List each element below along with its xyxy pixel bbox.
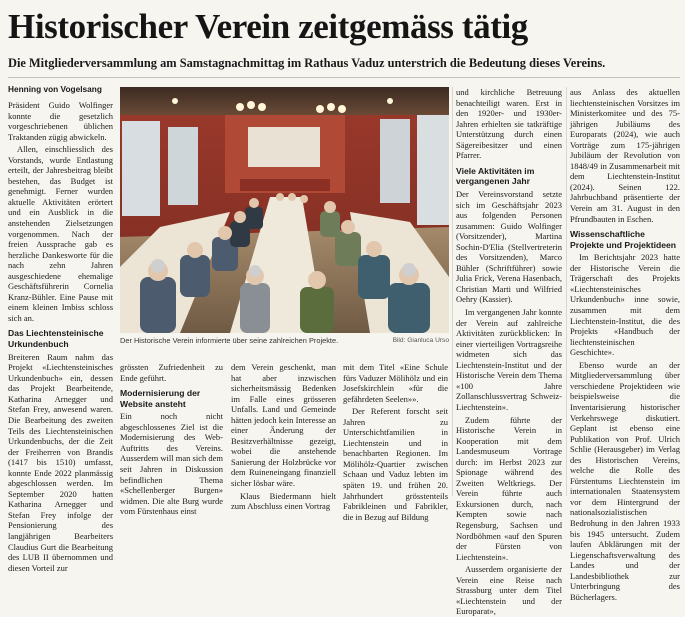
paragraph: Breiteren Raum nahm das Projekt «Liechtensteinisches Urkundenbuch» ein, dessen das Projekt Bearbeitende, Katharina Arnegger und Stefan Frey, anwesend waren. Die Bearbeitung des zweiten Teils des Liechtensteinischen Urkundenbuchs, der die Zeit der Freiherren von Brandis (1417 bis 1510) umfasst, konnte Ende 2022 planmässig abgeschlossen werden. Im September 2020 hatten Katharina Arnegger und Stefan Frey infolge der Pensionierung des langjährigen Bearbeiters Claudius Gurt die Bearbeitung des LUB II übernommen und diesen Vorteil zur: [8, 351, 113, 573]
paragraph: Ein noch nicht abgeschlossenes Ziel ist die Modernisierung des Web-Auftritts des Vereins. Ausserdem will man sich dem seit Jahren in Diskussion befindlichen Thema «Schellenberger Burgen» widmen. Die alte Burg wurde vom Fürstenhaus einst: [120, 411, 223, 517]
column-divider: [566, 87, 567, 496]
text-column-2: [120, 362, 223, 517]
section-heading: Das Liechtensteinische Urkundenbuch: [8, 328, 104, 350]
paragraph: Der Vereinsvorstand setzte sich im Geschäftsjahr 2023 aus folgenden Personen zusammen: Guido Wolfinger (Vorsitzender), Martina Sochin-D'Elia (Stellvertreterin des Vorsitzenden), Marco Bühler (Schriftführer) sowie Julia Frick, Verena Hasenbach, Christian Marti und Wilfried Oehry (Kassier).: [456, 189, 562, 305]
text-column-6: [570, 87, 680, 602]
photo-credit: Bild: Gianluca Urso: [392, 337, 449, 344]
meeting-hall-photo: [120, 87, 449, 333]
paragraph: grössten Zufriedenheit zu Ende geführt.: [120, 362, 223, 383]
text-column-4: [343, 362, 448, 522]
subheadline: Die Mitgliederversammlung am Samstagnachmittag im Rathaus Vaduz unterstrich die Bedeutung dieses Vereins.: [8, 56, 606, 70]
caption-text: Der Historische Verein informierte über seine zahlreichen Projekte.: [120, 336, 339, 345]
section-heading: Viele Aktivitäten im vergangenen Jahr: [456, 165, 535, 187]
paragraph: Ebenso wurde an der Mitgliederversammlung über verschiedene Projektideen wie beispielsweise die Inventarisierung historischer Verkehrswege diskutiert. Geplant ist ebenso eine Publikation von Prof. Ulrich Schlie (Herausgeber) im Verlag des Historischen Vereins, welche die Rolle des Fürstentums Liechtenstein im internationalen Staatensystem vor dem Hintergrund der nationalsozialistischen Bedrohung in den Jahren 1933 bis 1945 untersucht. Zudem laufen Abklärungen mit der Liegenschaftsverwaltung des Landes und der Landesbibliothek zur Unterbringung des Bücherlagers.: [570, 359, 680, 602]
column-divider: [452, 87, 453, 496]
section-heading: Modernisierung der Website ansteht: [120, 388, 201, 409]
headline-divider: [8, 77, 680, 78]
section-heading: Wissenschaftliche Projekte und Projektideen: [570, 229, 677, 250]
text-column-3: [231, 362, 336, 512]
paragraph: Präsident Guido Wolfinger konnte die gesetzlich vorgeschriebenen üblichen Traktanden zügig abwickeln.: [8, 100, 113, 142]
headline: Historischer Verein zeitgemäss tätig: [8, 7, 528, 46]
photo-caption: [120, 335, 449, 347]
paragraph: mit dem Titel «Eine Schule fürs Vaduzer Mölihölz und ein Josefskirchlein «für die gefährdeten Seelen»».: [343, 362, 448, 404]
byline: Henning von Vogelsang: [8, 84, 102, 94]
paragraph: Klaus Biedermann hielt zum Abschluss einen Vortrag: [231, 490, 336, 512]
paragraph: dem Verein geschenkt, man hat aber inzwischen sicherheitsmässig Bedenken im Falle eines grösseren Unfalls. Land und Gemeinde hätten jedoch kein Interesse an einer Änderung der Besitzverhältnisse gezeigt, wobei die anstehende Sanierung der Holzbrücke vor dem Ruineneingang finanziell sicher lösbar wäre.: [231, 362, 336, 489]
paragraph: Allen, einschliesslich des Vorstands, wurde Entlastung erteilt, der Jahresbeitrag bleibt bestehen, das Budget ist genehmigt. Ferner wurden aktuelle Aktivitäten erörtert und ein Ausblick in die anstehenden Zielsetzungen vorgenommen. Nach der freien Aussprache gab es herzliche Dankesworte für die nach zehn Jahren ausgeschiedene ehemalige Geschäftsführerin Cornelia Kranz-Bühler. Eine Pause mit einem kleinen Imbiss schloss sich an.: [8, 144, 113, 323]
paragraph: Zudem führte der Historische Verein in Kooperation mit dem Landesmuseum Vortrage durch: im Herbst 2023 zur Spionage während des Zweiten Weltkriegs. Der Verein führte auch Exkursionen durch, nach Kempten sowie nach Regensburg, Sachsen und Nordböhmen «auf den Spuren der Fürsten von Liechtenstein».: [456, 414, 562, 562]
text-column-5: [456, 87, 562, 617]
paragraph: Im Berichtsjahr 2023 hatte der Historische Verein die Trägerschaft des Projekts «Liechtensteinisches Urkundenbuch» inne sowie, zusammen mit dem Liechtenstein-Institut, die des Projekts «Handbuch der liechtensteinischen Geschichte».: [570, 252, 680, 358]
article-photo: [120, 87, 449, 333]
text-column-1: [8, 100, 113, 573]
paragraph: aus Anlass des aktuellen liechtensteinischen Vorsitzes im Ministerkomitee und des 75-jährigen Jubiläums des Europarats (2024), wie auch Vorträge zum 175-jährigen Jubiläum der Revolution von 1848/49 in Zusammenarbeit mit dem Liechtenstein-Institut (2024). Seinen 122. Jahrbuchband präsentierte der Verein am 31. August in den Pfrundbauten in Eschen.: [570, 87, 680, 224]
paragraph: und kirchliche Betreuung benachteiligt waren. Erst in den 1920er- und 1930er-Jahren erhielten sie tatkräftige Unterstützung durch einen Sägereibesitzer und einen Pfarrer.: [456, 87, 562, 161]
paragraph: Der Referent forscht seit Jahren zu Unterschichtfamilien in Liechtenstein und in benachbarten Regionen. Im Mölihölz-Quartier zwischen Schaan und Vaduz lebten im späten 19. und frühen 20. Jahrhundert grösstenteils Fabrikleinen und Fabrikler, die in Bezug auf Bildung: [343, 406, 448, 522]
paragraph: Im vergangenen Jahr konnte der Verein auf zahlreiche Aktivitäten zurückblicken: In einer vierteiligen Vortragsreihe widmeten sich das Liechtenstein-Institut und der Historische Verein dem Thema «100 Jahre Zollanschlussvertrag Schweiz-Liechtenstein».: [456, 307, 562, 412]
paragraph: Ausserdem organisierte der Verein eine Reise nach Strassburg unter dem Titel «Liechtenstein und der Europarat»,: [456, 564, 562, 617]
